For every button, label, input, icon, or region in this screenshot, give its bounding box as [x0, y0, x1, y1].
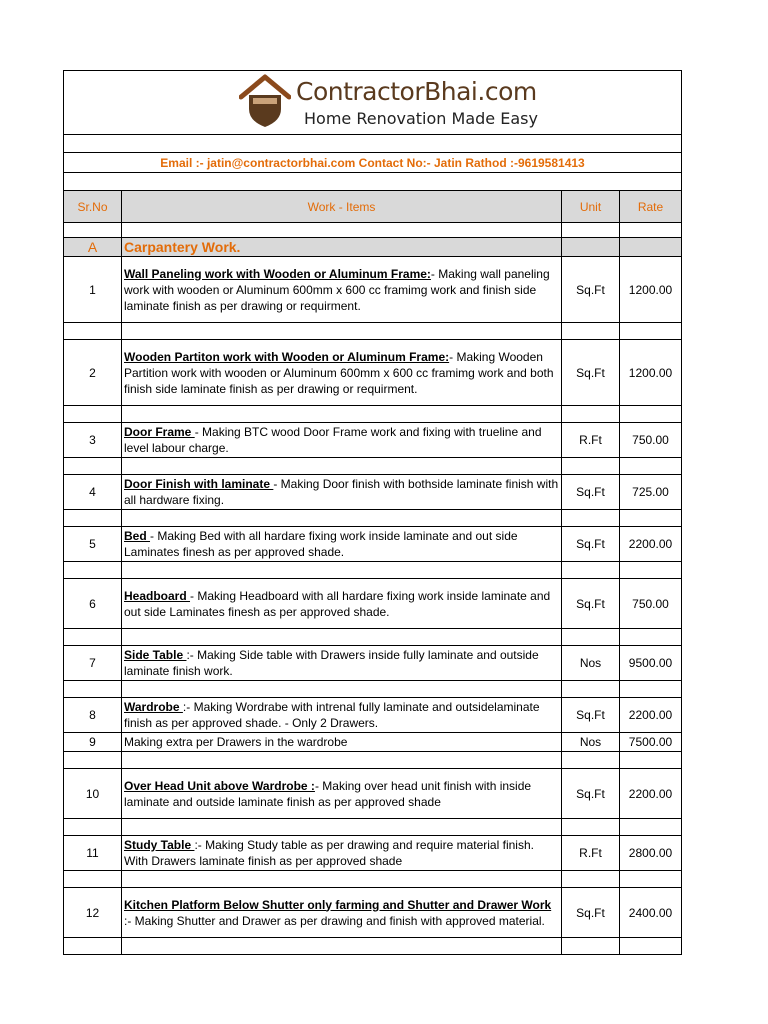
item-description [122, 836, 562, 871]
item-title: Side Table [124, 648, 187, 662]
item-row [64, 769, 682, 819]
col-rate-header: Rate [620, 191, 682, 223]
item-srno: 1 [64, 257, 122, 323]
item-row [64, 698, 682, 733]
tagline: Home Renovation Made Easy [304, 109, 538, 128]
item-rate: 2800.00 [620, 836, 682, 871]
spacer-row [64, 223, 682, 238]
item-srno: 12 [64, 888, 122, 938]
item-description [122, 733, 562, 752]
item-title: Wardrobe [124, 700, 183, 714]
item-unit: Sq.Ft [562, 527, 620, 562]
item-detail: - Making Bed with all hardare fixing work inside laminate and out side Laminates finesh as per approved shade. [124, 529, 518, 559]
item-rate: 2200.00 [620, 698, 682, 733]
item-title: Door Finish with laminate [124, 477, 274, 491]
spacer-row [64, 406, 682, 423]
item-rate: 1200.00 [620, 257, 682, 323]
section-row [64, 238, 682, 257]
item-description [122, 423, 562, 458]
item-unit: Sq.Ft [562, 888, 620, 938]
item-rate: 2200.00 [620, 527, 682, 562]
item-unit: Sq.Ft [562, 257, 620, 323]
item-title: Wooden Partiton work with Wooden or Aluminum Frame: [124, 349, 450, 364]
item-row [64, 257, 682, 323]
item-detail: - Making Wooden Partition work with wooden or Aluminum 600mm x 600 cc framimg work and both finish side laminate finish as per drawing or requirment. [124, 349, 554, 396]
section-title: Carpantery Work. [122, 238, 562, 257]
item-rate: 725.00 [620, 475, 682, 510]
item-description [122, 475, 562, 510]
item-srno: 9 [64, 733, 122, 752]
col-unit-header: Unit [562, 191, 620, 223]
spacer-row [64, 458, 682, 475]
item-row [64, 836, 682, 871]
item-rate: 2200.00 [620, 769, 682, 819]
item-unit: Sq.Ft [562, 475, 620, 510]
item-unit: Nos [562, 646, 620, 681]
contact-line: Email :- jatin@contractorbhai.com Contact No:- Jatin Rathod :-9619581413 [64, 153, 682, 173]
spacer-row [64, 819, 682, 836]
spacer-row [64, 752, 682, 769]
item-row [64, 579, 682, 629]
item-row [64, 733, 682, 752]
item-unit: Sq.Ft [562, 698, 620, 733]
item-unit: R.Ft [562, 836, 620, 871]
item-description [122, 340, 562, 406]
item-detail: - Making wall paneling work with wooden or Aluminum 600mm x 600 cc framimg work and finish side laminate finish as per drawing or requirment. [124, 266, 550, 313]
logo [239, 73, 559, 133]
item-title: Headboard [124, 588, 191, 603]
rate-sheet-table [63, 70, 682, 955]
item-row [64, 423, 682, 458]
item-srno: 4 [64, 475, 122, 510]
spacer-row [64, 681, 682, 698]
item-description [122, 646, 562, 681]
item-description [122, 579, 562, 629]
logo-row [64, 71, 682, 135]
item-title: Kitchen Platform Below Shutter only farming and Shutter and Drawer Work [124, 897, 552, 912]
item-srno: 10 [64, 769, 122, 819]
spacer-row [64, 510, 682, 527]
spacer-row [64, 173, 682, 191]
item-rate: 9500.00 [620, 646, 682, 681]
item-row [64, 475, 682, 510]
spacer-row [64, 135, 682, 153]
item-row [64, 340, 682, 406]
item-detail: :- Making Shutter and Drawer as per drawing and finish with approved material. [124, 913, 545, 928]
item-unit: Sq.Ft [562, 579, 620, 629]
item-detail: - Making Door finish with bothside laminate finish with all hardware fixing. [124, 477, 559, 507]
house-shield-icon [239, 73, 291, 129]
item-detail: :- Making Wordrabe with intrenal fully laminate and outsidelaminate finish as per approved shade. - Only 2 Drawers. [124, 700, 540, 730]
item-description [122, 698, 562, 733]
col-items-header: Work - Items [122, 191, 562, 223]
item-detail: - Making Headboard with all hardare fixing work inside laminate and out side Laminates finesh as per approved shade. [124, 588, 551, 619]
item-srno: 8 [64, 698, 122, 733]
item-detail: :- Making Side table with Drawers inside fully laminate and outside laminate finish work. [124, 648, 539, 678]
item-detail: - Making over head unit finish with inside laminate and outside laminate finish as per approved shade [124, 778, 532, 809]
item-title: Door Frame [124, 425, 195, 439]
item-title: Wall Paneling work with Wooden or Aluminum Frame: [124, 266, 431, 281]
brand-name: ContractorBhai.com [296, 77, 537, 106]
spacer-row [64, 629, 682, 646]
item-description [122, 527, 562, 562]
item-srno: 11 [64, 836, 122, 871]
item-rate: 7500.00 [620, 733, 682, 752]
col-srno-header: Sr.No [64, 191, 122, 223]
item-rate: 750.00 [620, 579, 682, 629]
column-header-row [64, 191, 682, 223]
item-unit: Sq.Ft [562, 340, 620, 406]
item-row [64, 527, 682, 562]
item-srno: 3 [64, 423, 122, 458]
spacer-row [64, 871, 682, 888]
item-srno: 6 [64, 579, 122, 629]
spacer-row [64, 938, 682, 955]
item-description [122, 257, 562, 323]
item-row [64, 888, 682, 938]
item-detail: - Making BTC wood Door Frame work and fixing with trueline and level labour charge. [124, 425, 542, 455]
logo-cell [64, 71, 682, 135]
item-unit: Nos [562, 733, 620, 752]
item-description [122, 769, 562, 819]
item-rate: 2400.00 [620, 888, 682, 938]
item-unit: Sq.Ft [562, 769, 620, 819]
item-rate: 1200.00 [620, 340, 682, 406]
item-srno: 2 [64, 340, 122, 406]
item-detail: :- Making Study table as per drawing and require material finish. With Drawers laminate finish as per approved shade [124, 838, 534, 868]
spacer-row [64, 562, 682, 579]
spacer-row [64, 323, 682, 340]
item-detail: Making extra per Drawers in the wardrobe [124, 735, 348, 749]
item-srno: 5 [64, 527, 122, 562]
section-code: A [64, 238, 122, 257]
item-row [64, 646, 682, 681]
item-unit: R.Ft [562, 423, 620, 458]
item-title: Over Head Unit above Wardrobe : [124, 778, 315, 793]
contact-row [64, 153, 682, 173]
item-srno: 7 [64, 646, 122, 681]
item-rate: 750.00 [620, 423, 682, 458]
item-description [122, 888, 562, 938]
item-title: Bed [124, 529, 151, 543]
item-title: Study Table [124, 838, 195, 852]
